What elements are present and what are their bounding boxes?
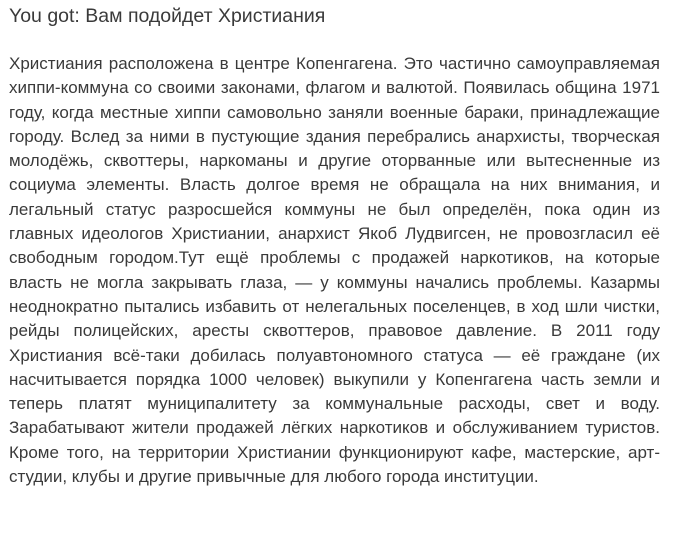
- result-description: Христиания расположена в центре Копенгагена. Это частично самоуправляемая хиппи-коммуна со своими законами, флагом и валютой. Появилась община 1971 году, когда местные хиппи самовольно заняли военные бараки, принадлежащие городу. Вслед за ними в пустующие здания перебрались анархисты, творческая молодёжь, сквоттеры, наркоманы и другие оторванные или вытесненные из социума элементы. Власть долгое время не обращала на них внимания, и легальный статус разросшейся коммуны не был определён, пока один из главных идеологов Христиании, анархист Якоб Лудвигсен, не провозгласил её свободным городом.Тут ещё проблемы с продажей наркотиков, на которые власть не могла закрывать глаза, — у коммуны начались проблемы. Казармы неоднократно пытались избавить от нелегальных поселенцев, в ход шли чистки, рейды полицейских, аресты сквоттеров, правовое давление. В 2011 году Христиания всё-таки добилась полуавтономного статуса — её граждане (их насчитывается порядка 1000 человек) выкупили у Копенгагена часть земли и теперь платят муниципалитету за коммунальные расходы, свет и воду. Зарабатывают жители продажей лёгких наркотиков и обслуживанием туристов. Кроме того, на территории Христиании функционируют кафе, мастерские, арт-студии, клубы и другие привычные для любого города институции.: [9, 54, 660, 487]
- result-title: You got: Вам подойдет Христиания: [9, 5, 326, 27]
